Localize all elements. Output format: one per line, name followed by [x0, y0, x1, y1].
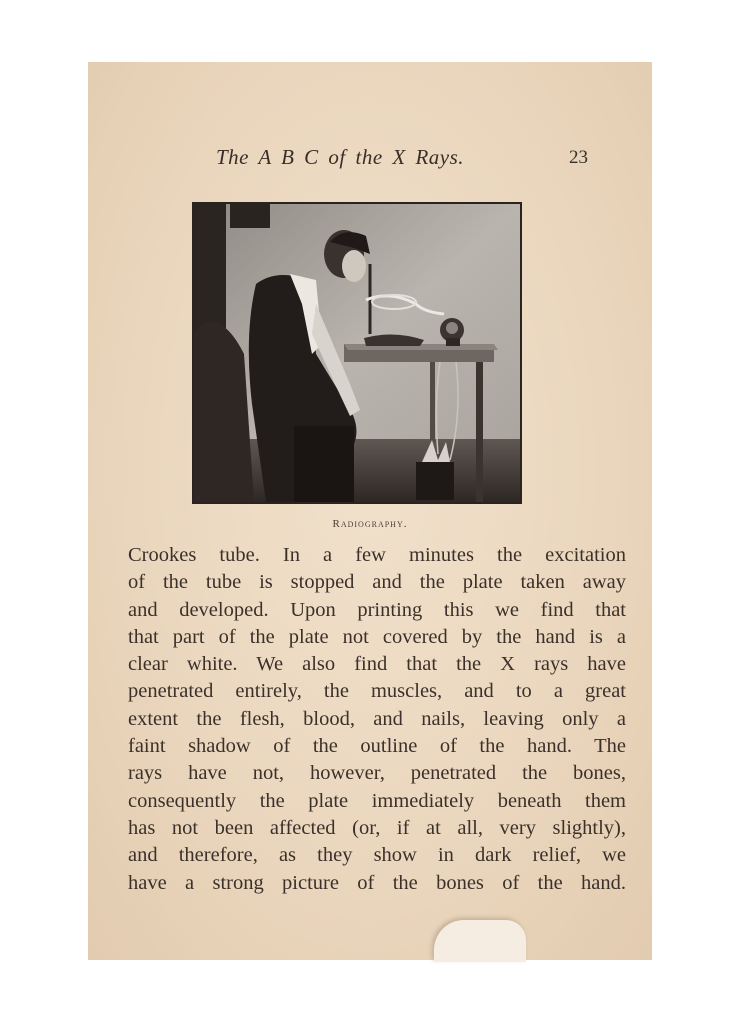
body-line: extent the flesh, blood, and nails, leaving only a — [128, 707, 626, 730]
body-line: that part of the plate not covered by the hand is a — [128, 625, 626, 648]
body-line: rays have not, however, penetrated the bones, — [128, 762, 626, 785]
body-line: of the tube is stopped and the plate taken away — [128, 571, 626, 594]
figure-caption: Radiography. — [332, 518, 408, 530]
body-text — [128, 542, 626, 897]
book-page — [88, 62, 652, 960]
page-number: 23 — [569, 147, 588, 168]
body-line: and developed. Upon printing this we find that — [128, 598, 626, 621]
paper-tab — [434, 920, 526, 962]
radiography-halftone-image — [194, 204, 520, 502]
running-head — [88, 145, 652, 175]
body-line: penetrated entirely, the muscles, and to a great — [128, 680, 626, 703]
body-line: faint shadow of the outline of the hand. The — [128, 735, 626, 758]
body-line: have a strong picture of the bones of the hand. — [128, 871, 626, 894]
body-line: has not been affected (or, if at all, very slightly), — [128, 816, 626, 839]
radiography-illustration — [192, 202, 522, 504]
body-line: consequently the plate immediately beneath them — [128, 789, 626, 812]
body-line: clear white. We also find that the X rays have — [128, 653, 626, 676]
body-line: and therefore, as they show in dark relief, we — [128, 844, 626, 867]
body-line: Crookes tube. In a few minutes the excitation — [128, 544, 626, 566]
running-head-title: The A B C of the X Rays. — [216, 145, 465, 169]
